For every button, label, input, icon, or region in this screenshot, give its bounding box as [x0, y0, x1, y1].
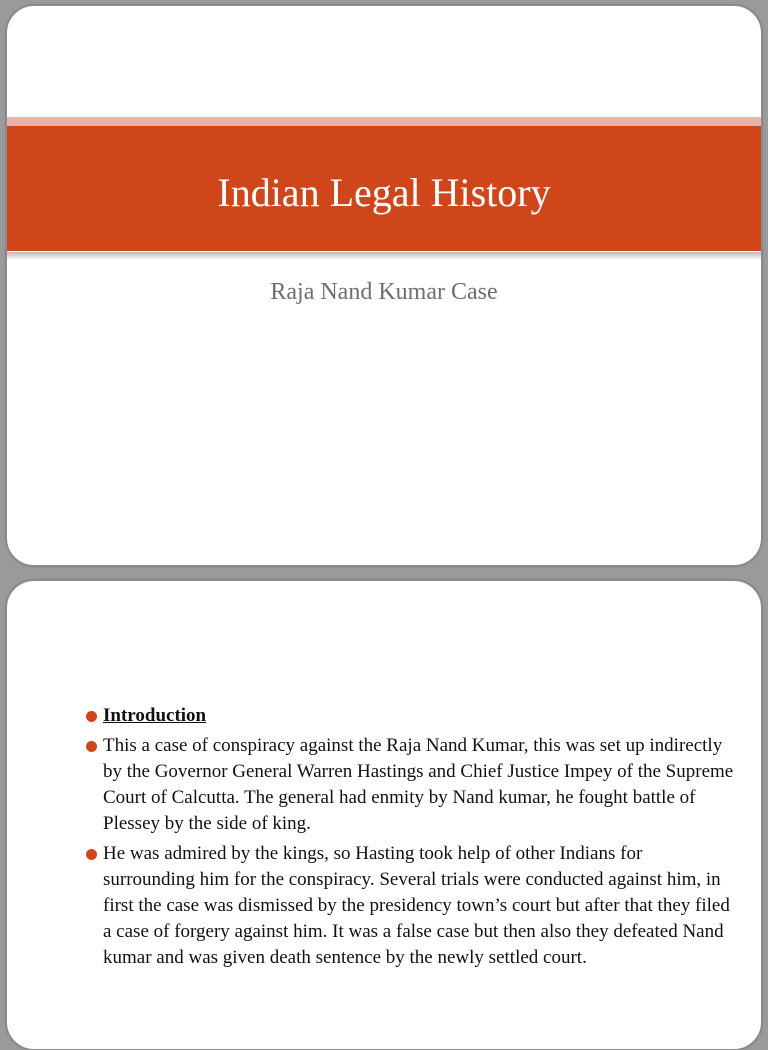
content-slide [6, 580, 762, 1050]
title-slide [6, 5, 762, 566]
bullet-text: This a case of conspiracy against the Raja Nand Kumar, this was set up indirectly by the Governor General Warren Hastings and Chief Justice Impey of the Supreme Court of Calcutta. The general had enmity by Nand kumar, he fought battle of Plessey by the side of king. [103, 735, 734, 834]
bullet-list [86, 703, 736, 975]
slide-title: Indian Legal History [217, 170, 551, 215]
bullet-item [86, 841, 736, 971]
section-heading: Introduction [103, 705, 207, 726]
slide-subtitle: Raja Nand Kumar Case [270, 279, 498, 305]
bullet-dot-icon [86, 849, 97, 860]
bullet-text: He was admired by the kings, so Hasting took help of other Indians for surrounding him for the conspiracy. Several trials were conducted against him, in first the case was dismissed by the presidency town’s court but after that they filed a case of forgery against him. It was a false case but then also they defeated Nand kumar and was given death sentence by the newly settled court. [103, 843, 730, 968]
title-band-shadow [7, 252, 761, 260]
bullet-item [86, 733, 736, 837]
bullet-item-heading [86, 703, 736, 729]
bullet-dot-icon [86, 741, 97, 752]
title-band-highlight [7, 117, 761, 126]
bullet-dot-icon [86, 711, 97, 722]
